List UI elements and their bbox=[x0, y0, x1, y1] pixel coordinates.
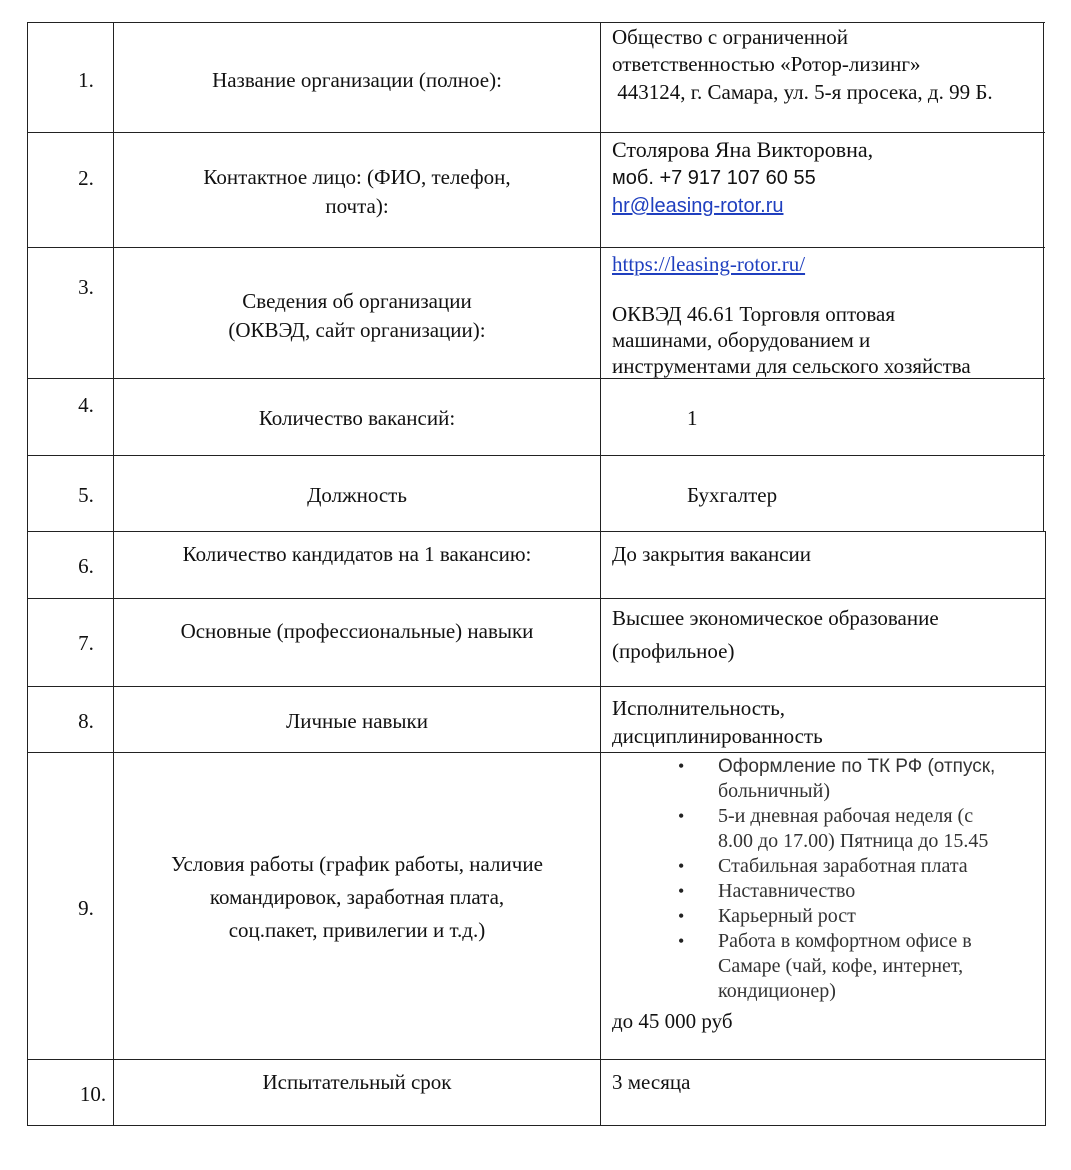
row-number: 9. bbox=[78, 896, 94, 920]
row-value bbox=[612, 694, 1042, 750]
org-info bbox=[612, 251, 1042, 379]
value-line: 443124, г. Самара, ул. 5-я просека, д. 99 Б. bbox=[612, 80, 993, 104]
row-number: 6. bbox=[78, 554, 94, 578]
contact-email-link[interactable]: hr@leasing-rotor.ru bbox=[612, 195, 784, 217]
value-line: (профильное) bbox=[612, 639, 735, 663]
bullet-line: больничный) bbox=[718, 780, 830, 802]
row-number: 4. bbox=[78, 393, 94, 417]
row-divider bbox=[27, 1059, 1045, 1060]
row-number: 5. bbox=[78, 483, 94, 507]
row-value bbox=[612, 602, 1042, 668]
list-item bbox=[612, 854, 1044, 879]
bullet-line: кондиционер) bbox=[718, 980, 836, 1002]
bullet-line: 8.00 до 17.00) Пятница до 15.45 bbox=[718, 830, 989, 852]
value-line: дисциплинированность bbox=[612, 724, 823, 748]
list-item bbox=[612, 879, 1044, 904]
contact-name: Столярова Яна Викторовна, bbox=[612, 137, 874, 162]
row-label: Основные (профессиональные) навыки bbox=[180, 619, 534, 643]
row-value bbox=[612, 24, 1042, 105]
salary: до 45 000 руб bbox=[612, 1009, 733, 1033]
value-line: Исполнительность, bbox=[612, 696, 786, 720]
bullet-line: • Карьерный рост bbox=[718, 905, 856, 927]
label-line: соц.пакет, привилегии и т.д.) bbox=[228, 918, 486, 942]
row-divider bbox=[27, 686, 1045, 687]
label-line: командировок, заработная плата, bbox=[209, 885, 505, 909]
okved-line: инструментами для сельского хозяйства bbox=[612, 354, 971, 378]
label-line: почта): bbox=[325, 194, 389, 218]
column-divider bbox=[600, 22, 601, 1126]
bullet-line: Самаре (чай, кофе, интернет, bbox=[718, 955, 964, 977]
value-line: Высшее экономическое образование bbox=[612, 606, 939, 630]
label-line: Сведения об организации bbox=[242, 289, 472, 313]
row-value: 3 месяца bbox=[612, 1070, 691, 1094]
row-number: 2. bbox=[78, 166, 94, 190]
label-line: Контактное лицо: (ФИО, телефон, bbox=[203, 165, 511, 189]
row-label bbox=[114, 848, 600, 947]
list-item bbox=[612, 929, 1044, 1004]
label-line: (ОКВЭД, сайт организации): bbox=[228, 318, 486, 342]
bullet-line: • Стабильная заработная плата bbox=[718, 855, 968, 877]
row-label bbox=[114, 163, 600, 221]
row-divider bbox=[27, 247, 1045, 248]
bullet-line: • 5-и дневная рабочая неделя (с bbox=[718, 805, 974, 827]
row-divider bbox=[27, 455, 1045, 456]
label-line: Условия работы (график работы, наличие bbox=[171, 852, 543, 876]
row-number: 7. bbox=[78, 631, 94, 655]
row-divider bbox=[27, 598, 1045, 599]
row-label: Количество вакансий: bbox=[258, 406, 456, 430]
row-label bbox=[114, 287, 600, 345]
row-number: 3. bbox=[78, 275, 94, 299]
okved-line: машинами, оборудованием и bbox=[612, 328, 871, 352]
table-border bbox=[1045, 531, 1046, 1126]
row-label: Количество кандидатов на 1 вакансию: bbox=[182, 542, 532, 566]
value-line: Общество с ограниченной bbox=[612, 25, 848, 49]
row-divider bbox=[27, 531, 1045, 532]
table-border bbox=[27, 1125, 1045, 1126]
row-value: 1 bbox=[687, 406, 698, 430]
okved-line: ОКВЭД 46.61 Торговля оптовая bbox=[612, 302, 895, 326]
row-label: Название организации (полное): bbox=[212, 68, 502, 92]
value-line: ответственностью «Ротор-лизинг» bbox=[612, 52, 921, 76]
row-divider bbox=[27, 752, 1045, 753]
conditions-list bbox=[612, 754, 1044, 1004]
site-link[interactable]: https://leasing-rotor.ru/ bbox=[612, 252, 806, 276]
list-item bbox=[612, 754, 1044, 804]
row-divider bbox=[27, 132, 1045, 133]
bullet-line: • Наставничество bbox=[718, 880, 856, 902]
bullet-line: Оформление по ТК РФ (отпуск, bbox=[718, 756, 996, 777]
table-border bbox=[27, 22, 1045, 23]
table-border bbox=[1043, 22, 1044, 532]
row-value: До закрытия вакансии bbox=[612, 542, 812, 566]
contact-block bbox=[612, 136, 1042, 220]
list-item bbox=[612, 804, 1044, 854]
row-label: Испытательный срок bbox=[262, 1070, 452, 1094]
row-number: 10. bbox=[79, 1082, 107, 1106]
bullet-line: • Работа в комфортном офисе в bbox=[718, 930, 972, 952]
row-label: Должность bbox=[307, 483, 407, 507]
contact-phone: моб. +7 917 107 60 55 bbox=[612, 167, 816, 189]
work-conditions bbox=[612, 754, 1044, 1036]
list-item bbox=[612, 904, 1044, 929]
row-value: Бухгалтер bbox=[687, 483, 778, 507]
row-number: 1. bbox=[78, 68, 94, 92]
row-label: Личные навыки bbox=[286, 709, 428, 733]
row-number: 8. bbox=[78, 709, 94, 733]
